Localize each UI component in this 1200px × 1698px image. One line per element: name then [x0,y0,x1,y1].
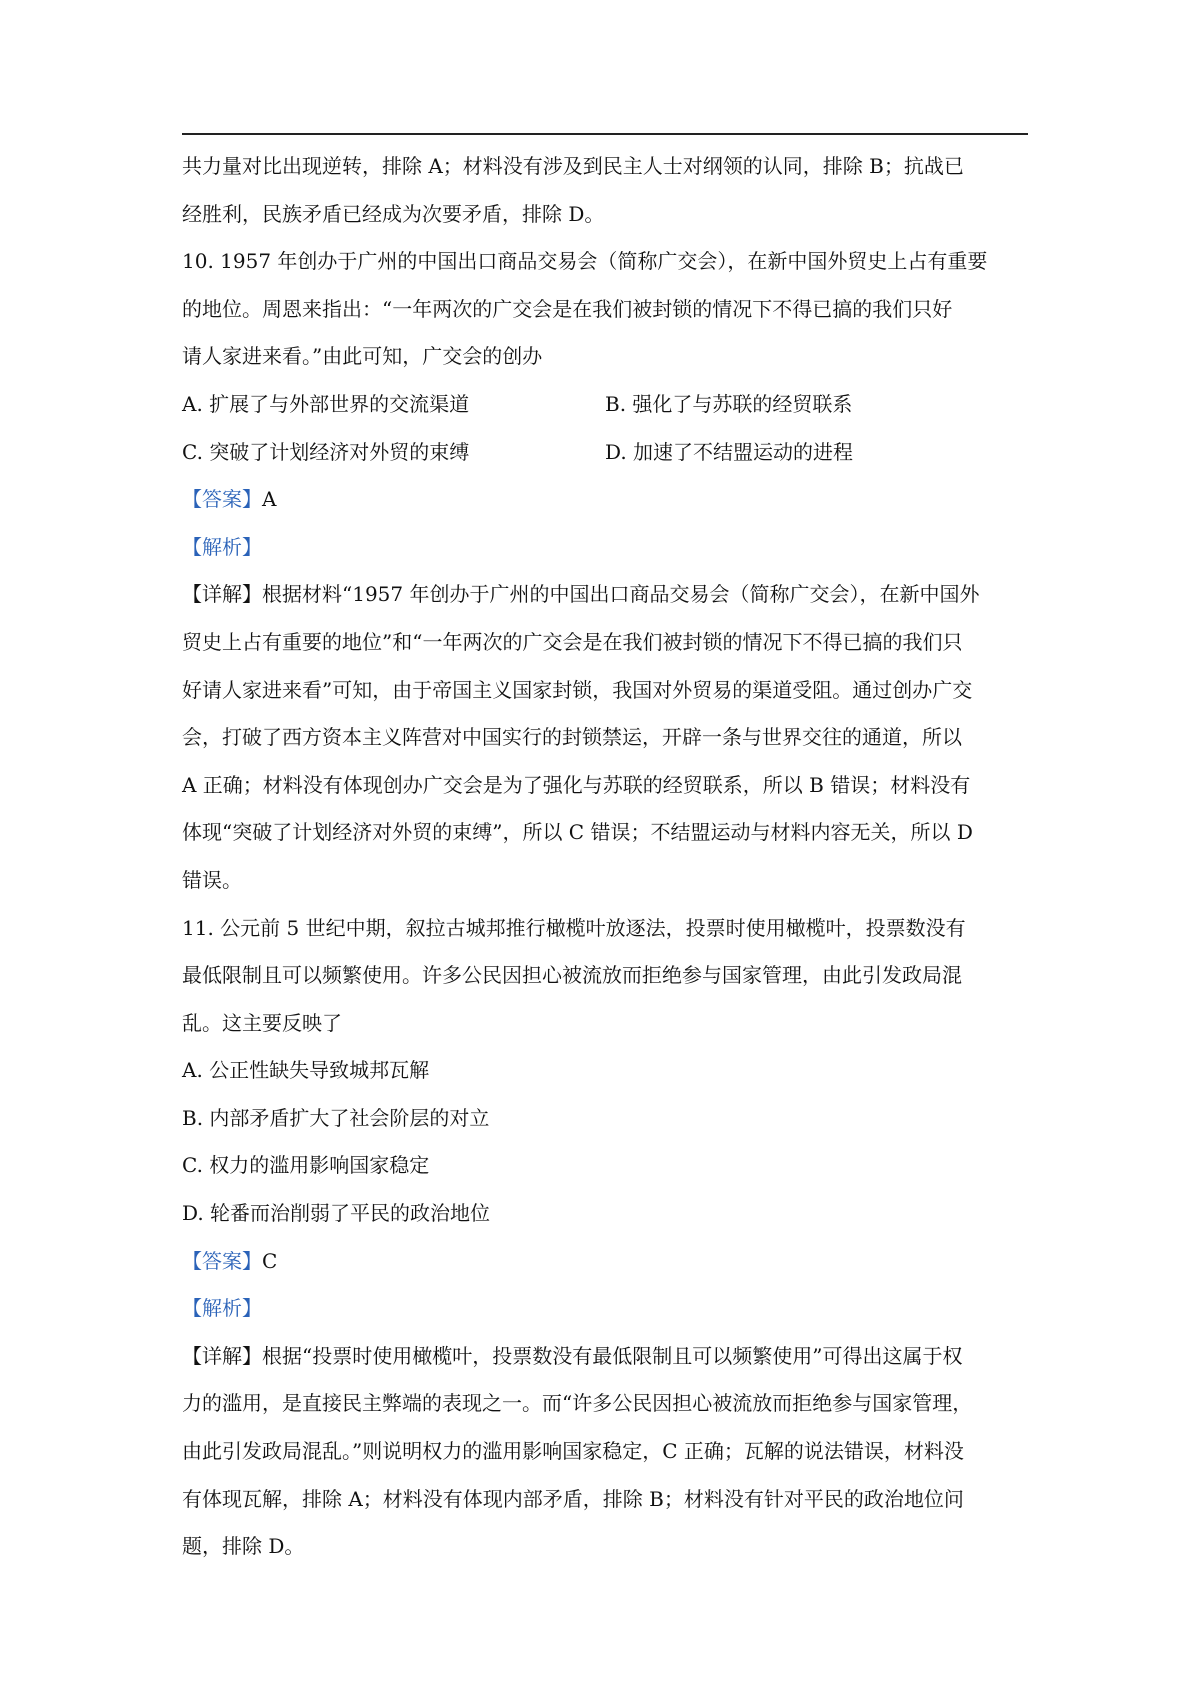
q11-answer-tag: 【答案】 [182,1248,262,1273]
q10-detail-line-4: 会，打破了西方资本主义阵营对中国实行的封锁禁运，开辟一条与世界交往的通道，所以 [182,725,962,750]
q11-detail-line-4: 有体现瓦解，排除 A；材料没有体现内部矛盾，排除 B；材料没有针对平民的政治地位问 [182,1486,964,1511]
q10-options-row-1 [182,381,1028,429]
q10-stem-line-2: 的地位。周恩来指出：“一年两次的广交会是在我们被封锁的情况下不得已搞的我们只好 [182,296,953,321]
q11-stem-line-3: 乱。这主要反映了 [182,1010,342,1035]
question-10 [182,238,1028,904]
q11-detail-line-3: 由此引发政局混乱。”则说明权力的滥用影响国家稳定，C 正确；瓦解的说法错误，材料没 [182,1439,964,1464]
question-11 [182,905,1028,1571]
prev-answer-line-1: 共力量对比出现逆转，排除 A；材料没有涉及到民主人士对纲领的认同，排除 B；抗战已 [182,154,964,178]
q10-option-b: B. 强化了与苏联的经贸联系 [605,391,853,416]
q11-option-d: D. 轮番而治削弱了平民的政治地位 [182,1201,491,1226]
q11-analysis-tag: 【解析】 [182,1296,262,1321]
q11-stem-line-1: 11. 公元前 5 世纪中期，叙拉古城邦推行橄榄叶放逐法，投票时使用橄榄叶，投票数没有 [182,915,966,940]
q11-detail-tag: 【详解】 [182,1343,262,1368]
q10-answer-value: A [262,487,277,512]
q10-answer-tag: 【答案】 [182,487,262,512]
q11-detail-line-1 [182,1333,1028,1381]
q10-option-a: A. 扩展了与外部世界的交流渠道 [182,391,470,416]
q11-option-b: B. 内部矛盾扩大了社会阶层的对立 [182,1105,490,1130]
q11-detail-text-1: 根据“投票时使用橄榄叶，投票数没有最低限制且可以频繁使用”可得出这属于权 [262,1343,963,1368]
q10-option-d: D. 加速了不结盟运动的进程 [605,439,854,464]
q11-answer [182,1238,1028,1286]
q10-detail-line-6: 体现“突破了计划经济对外贸的束缚”，所以 C 错误；不结盟运动与材料内容无关，所以 D [182,820,973,845]
q10-stem-line-1: 10. 1957 年创办于广州的中国出口商品交易会（简称广交会），在新中国外贸史上占有重要 [182,249,988,274]
q11-option-c: C. 权力的滥用影响国家稳定 [182,1153,430,1178]
prev-answer-line-2: 经胜利，民族矛盾已经成为次要矛盾，排除 D。 [182,201,605,226]
q10-detail-line-3: 好请人家进来看”可知，由于帝国主义国家封锁，我国对外贸易的渠道受阻。通过创办广交 [182,677,973,702]
q10-detail-text-1: 根据材料“1957 年创办于广州的中国出口商品交易会（简称广交会），在新中国外 [262,582,980,607]
q10-stem-line-3: 请人家进来看。”由此可知，广交会的创办 [182,344,543,369]
q10-detail-tag: 【详解】 [182,582,262,607]
q10-analysis [182,524,1028,572]
q11-detail-line-2: 力的滥用，是直接民主弊端的表现之一。而“许多公民因担心被流放而拒绝参与国家管理， [182,1391,973,1416]
q10-detail-line-1 [182,571,1028,619]
q10-detail-line-7: 错误。 [182,867,242,892]
q10-answer [182,476,1028,524]
document-body [182,143,1028,1571]
q10-options-row-2 [182,429,1028,477]
q10-detail-line-5: A 正确；材料没有体现创办广交会是为了强化与苏联的经贸联系，所以 B 错误；材料没有 [182,772,971,797]
q11-answer-value: C [262,1248,278,1273]
q10-analysis-tag: 【解析】 [182,534,262,559]
q10-detail-line-2: 贸史上占有重要的地位”和“一年两次的广交会是在我们被封锁的情况下不得已搞的我们只 [182,629,963,654]
header-rule [182,133,1028,135]
q11-detail-line-5: 题，排除 D。 [182,1534,305,1559]
q11-stem-line-2: 最低限制且可以频繁使用。许多公民因担心被流放而拒绝参与国家管理，由此引发政局混 [182,963,962,988]
q11-analysis [182,1285,1028,1333]
q11-option-a: A. 公正性缺失导致城邦瓦解 [182,1058,430,1083]
q10-option-c: C. 突破了计划经济对外贸的束缚 [182,439,470,464]
